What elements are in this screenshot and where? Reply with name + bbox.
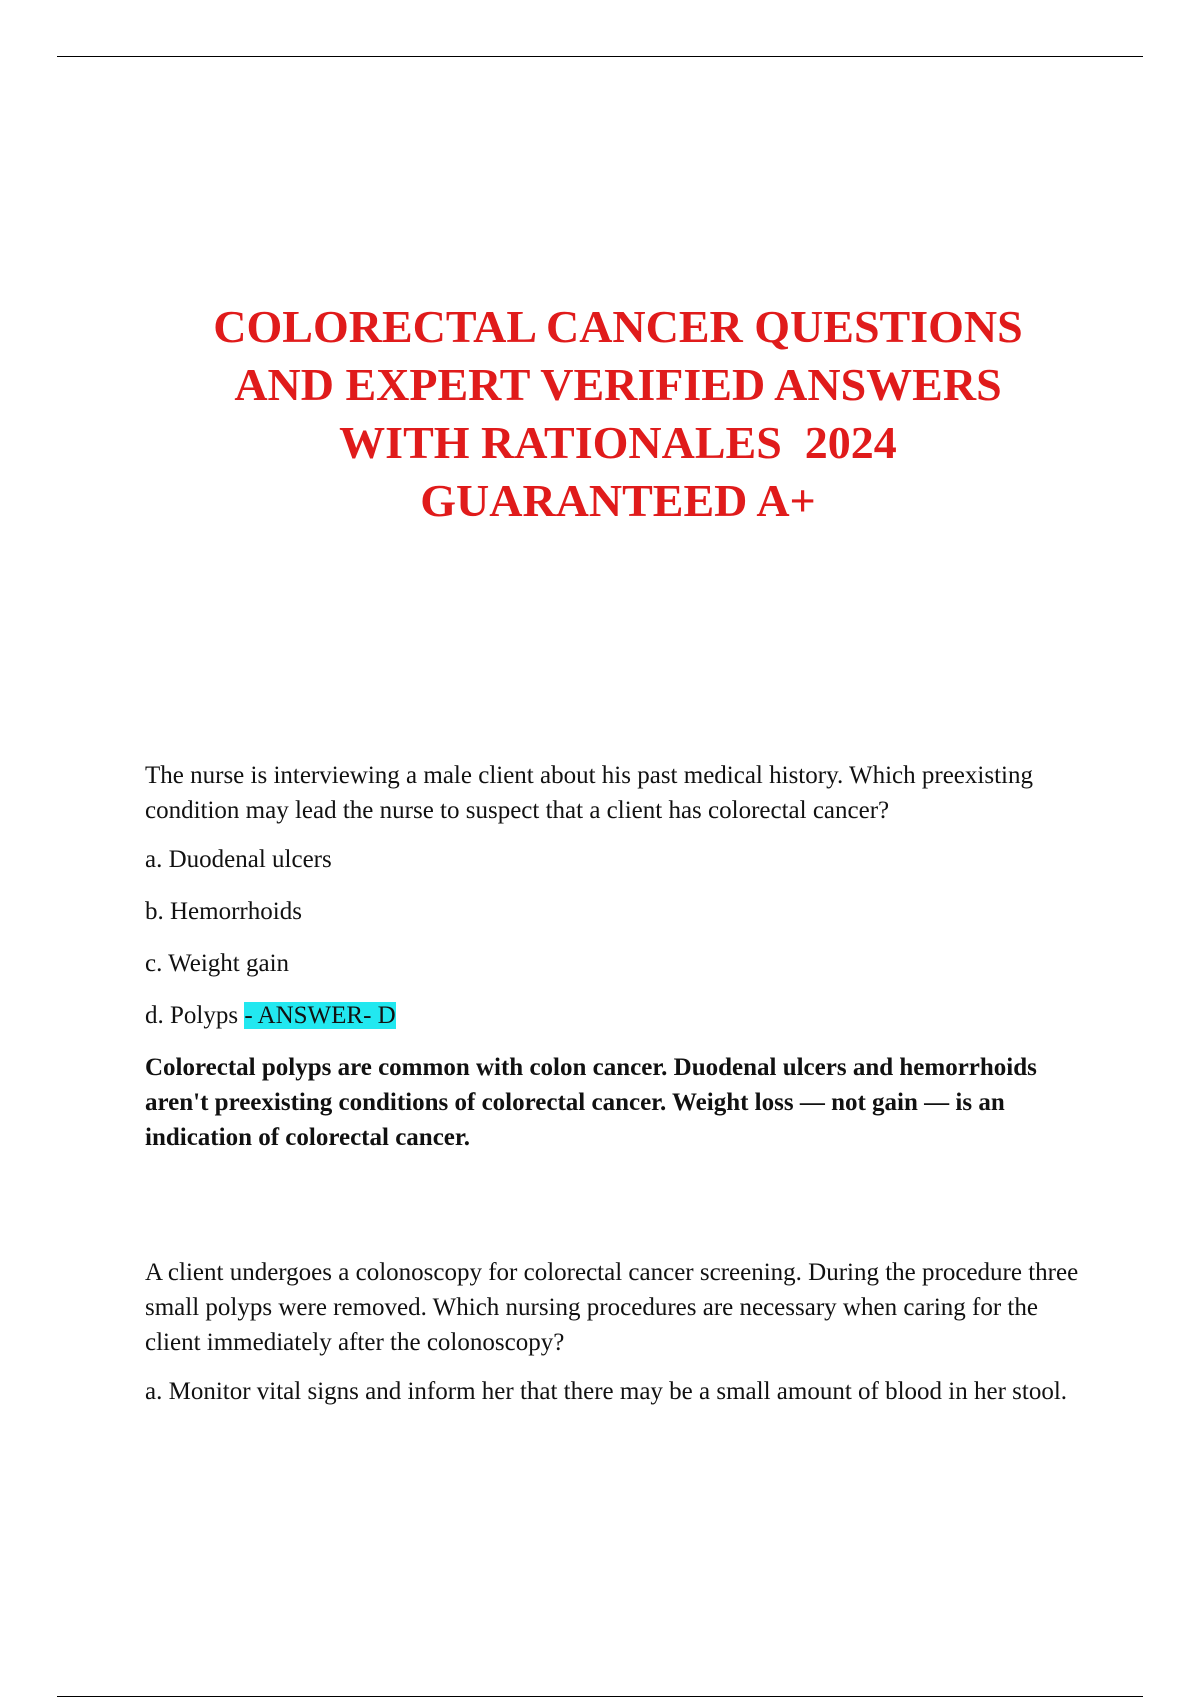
option-b: b. Hemorrhoids	[145, 898, 302, 925]
option-d-line	[145, 998, 1085, 1033]
title-line: WITH RATIONALES 2024	[339, 417, 897, 468]
question-block-1	[145, 758, 1085, 1155]
question-text: A client undergoes a colonoscopy for colorectal cancer screening. During the procedure three small polyps were removed. Which nursing procedures are necessary when caring for the client immediately after the colonoscopy?	[145, 1259, 1079, 1356]
top-rule	[57, 56, 1143, 57]
option-a: a. Duodenal ulcers	[145, 846, 332, 873]
question-block-2	[145, 1255, 1085, 1426]
bottom-rule	[57, 1696, 1143, 1697]
title-line: COLORECTAL CANCER QUESTIONS	[213, 301, 1023, 352]
document-title	[150, 298, 1086, 530]
option-d: d. Polyps	[145, 1002, 245, 1029]
rationale-text: Colorectal polyps are common with colon cancer. Duodenal ulcers and hemorrhoids aren't preexisting conditions of colorectal cancer. Weight loss — not gain — is an indication of colorectal cancer.	[145, 1054, 1037, 1151]
option-c: c. Weight gain	[145, 950, 290, 977]
title-line: GUARANTEED A+	[420, 475, 816, 526]
answer-key: - ANSWER- D	[244, 1002, 396, 1029]
question-text: The nurse is interviewing a male client about his past medical history. Which preexisting condition may lead the nurse to suspect that a client has colorectal cancer?	[145, 762, 1033, 824]
option-a: a. Monitor vital signs and inform her that there may be a small amount of blood in her stool.	[145, 1378, 1068, 1405]
title-line: AND EXPERT VERIFIED ANSWERS	[234, 359, 1002, 410]
